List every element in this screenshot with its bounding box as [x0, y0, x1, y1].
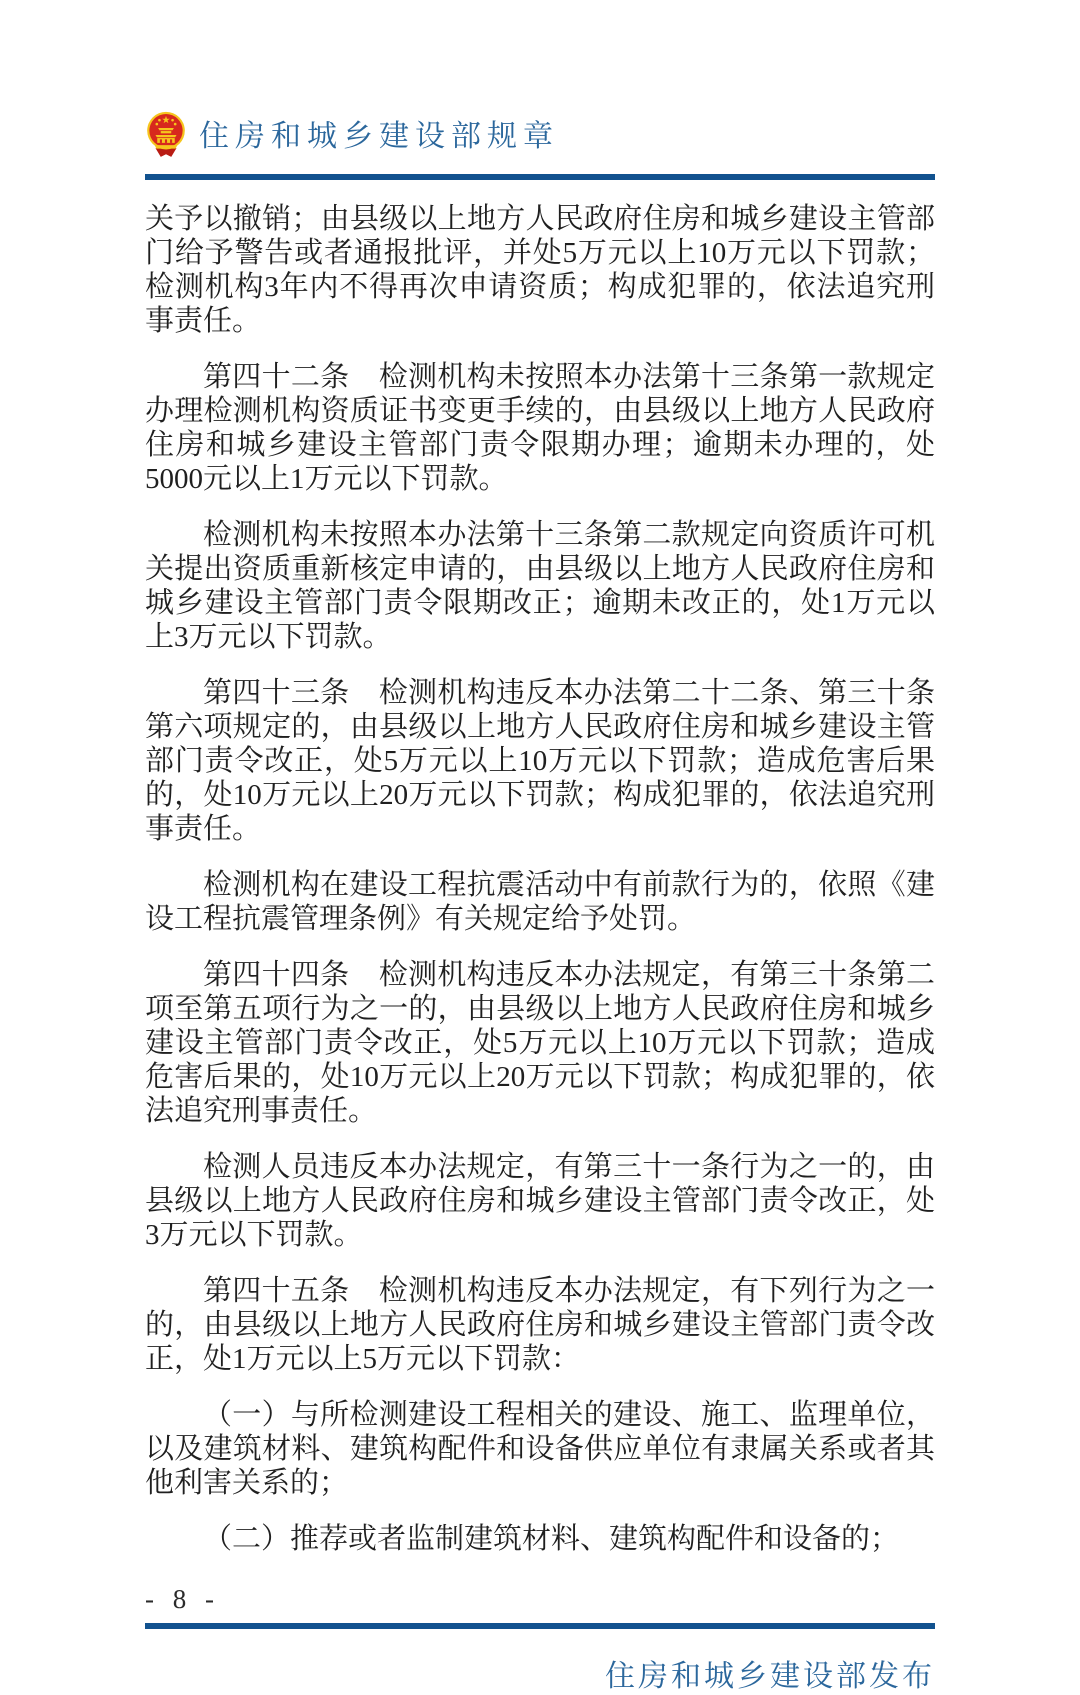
- paragraph: 检测人员违反本办法规定，有第三十一条行为之一的，由县级以上地方人民政府住房和城乡建设主管部门责令改正，处3万元以下罚款。: [145, 1151, 935, 1251]
- paragraph: 第四十四条 检测机构违反本办法规定，有第三十条第二项至第五项行为之一的，由县级以上地方人民政府住房和城乡建设主管部门责令改正，处5万元以上10万元以下罚款；造成危害后果的，处10万元以上20万元以下罚款；构成犯罪的，依法追究刑事责任。: [145, 959, 935, 1127]
- page-number: - 8 -: [145, 1584, 220, 1614]
- footer-divider: [145, 1623, 935, 1629]
- china-national-emblem-icon: [145, 110, 187, 160]
- paragraph: 第四十三条 检测机构违反本办法第二十二条、第三十条第六项规定的，由县级以上地方人民政府住房和城乡建设主管部门责令改正，处5万元以上10万元以下罚款；造成危害后果的，处10万元以上20万元以下罚款；构成犯罪的，依法追究刑事责任。: [145, 677, 935, 845]
- page-header: [145, 110, 935, 180]
- paragraph: 检测机构未按照本办法第十三条第二款规定向资质许可机关提出资质重新核定申请的，由县级以上地方人民政府住房和城乡建设主管部门责令限期改正；逾期未改正的，处1万元以上3万元以下罚款。: [145, 519, 935, 653]
- paragraph: 检测机构在建设工程抗震活动中有前款行为的，依照《建设工程抗震管理条例》有关规定给予处罚。: [145, 869, 935, 935]
- document-body: [145, 202, 935, 1556]
- footer-publisher: 住房和城乡建设部发布: [605, 1660, 935, 1693]
- paragraph: （二）推荐或者监制建筑材料、建筑构配件和设备的；: [203, 1523, 900, 1555]
- paragraph: 第四十二条 检测机构未按照本办法第十三条第一款规定办理检测机构资质证书变更手续的，由县级以上地方人民政府住房和城乡建设主管部门责令限期办理；逾期未办理的，处5000元以上1万元以下罚款。: [145, 361, 935, 495]
- paragraph: 关予以撤销；由县级以上地方人民政府住房和城乡建设主管部门给予警告或者通报批评，并处5万元以上10万元以下罚款；检测机构3年内不得再次申请资质；构成犯罪的，依法追究刑事责任。: [145, 203, 935, 337]
- header-title: 住房和城乡建设部规章: [199, 120, 559, 153]
- header-inner: [145, 110, 935, 160]
- paragraph: （一）与所检测建设工程相关的建设、施工、监理单位，以及建筑材料、建筑构配件和设备供应单位有隶属关系或者其他利害关系的；: [145, 1399, 935, 1499]
- paragraph: 第四十五条 检测机构违反本办法规定，有下列行为之一的，由县级以上地方人民政府住房和城乡建设主管部门责令改正，处1万元以上5万元以下罚款：: [145, 1275, 935, 1375]
